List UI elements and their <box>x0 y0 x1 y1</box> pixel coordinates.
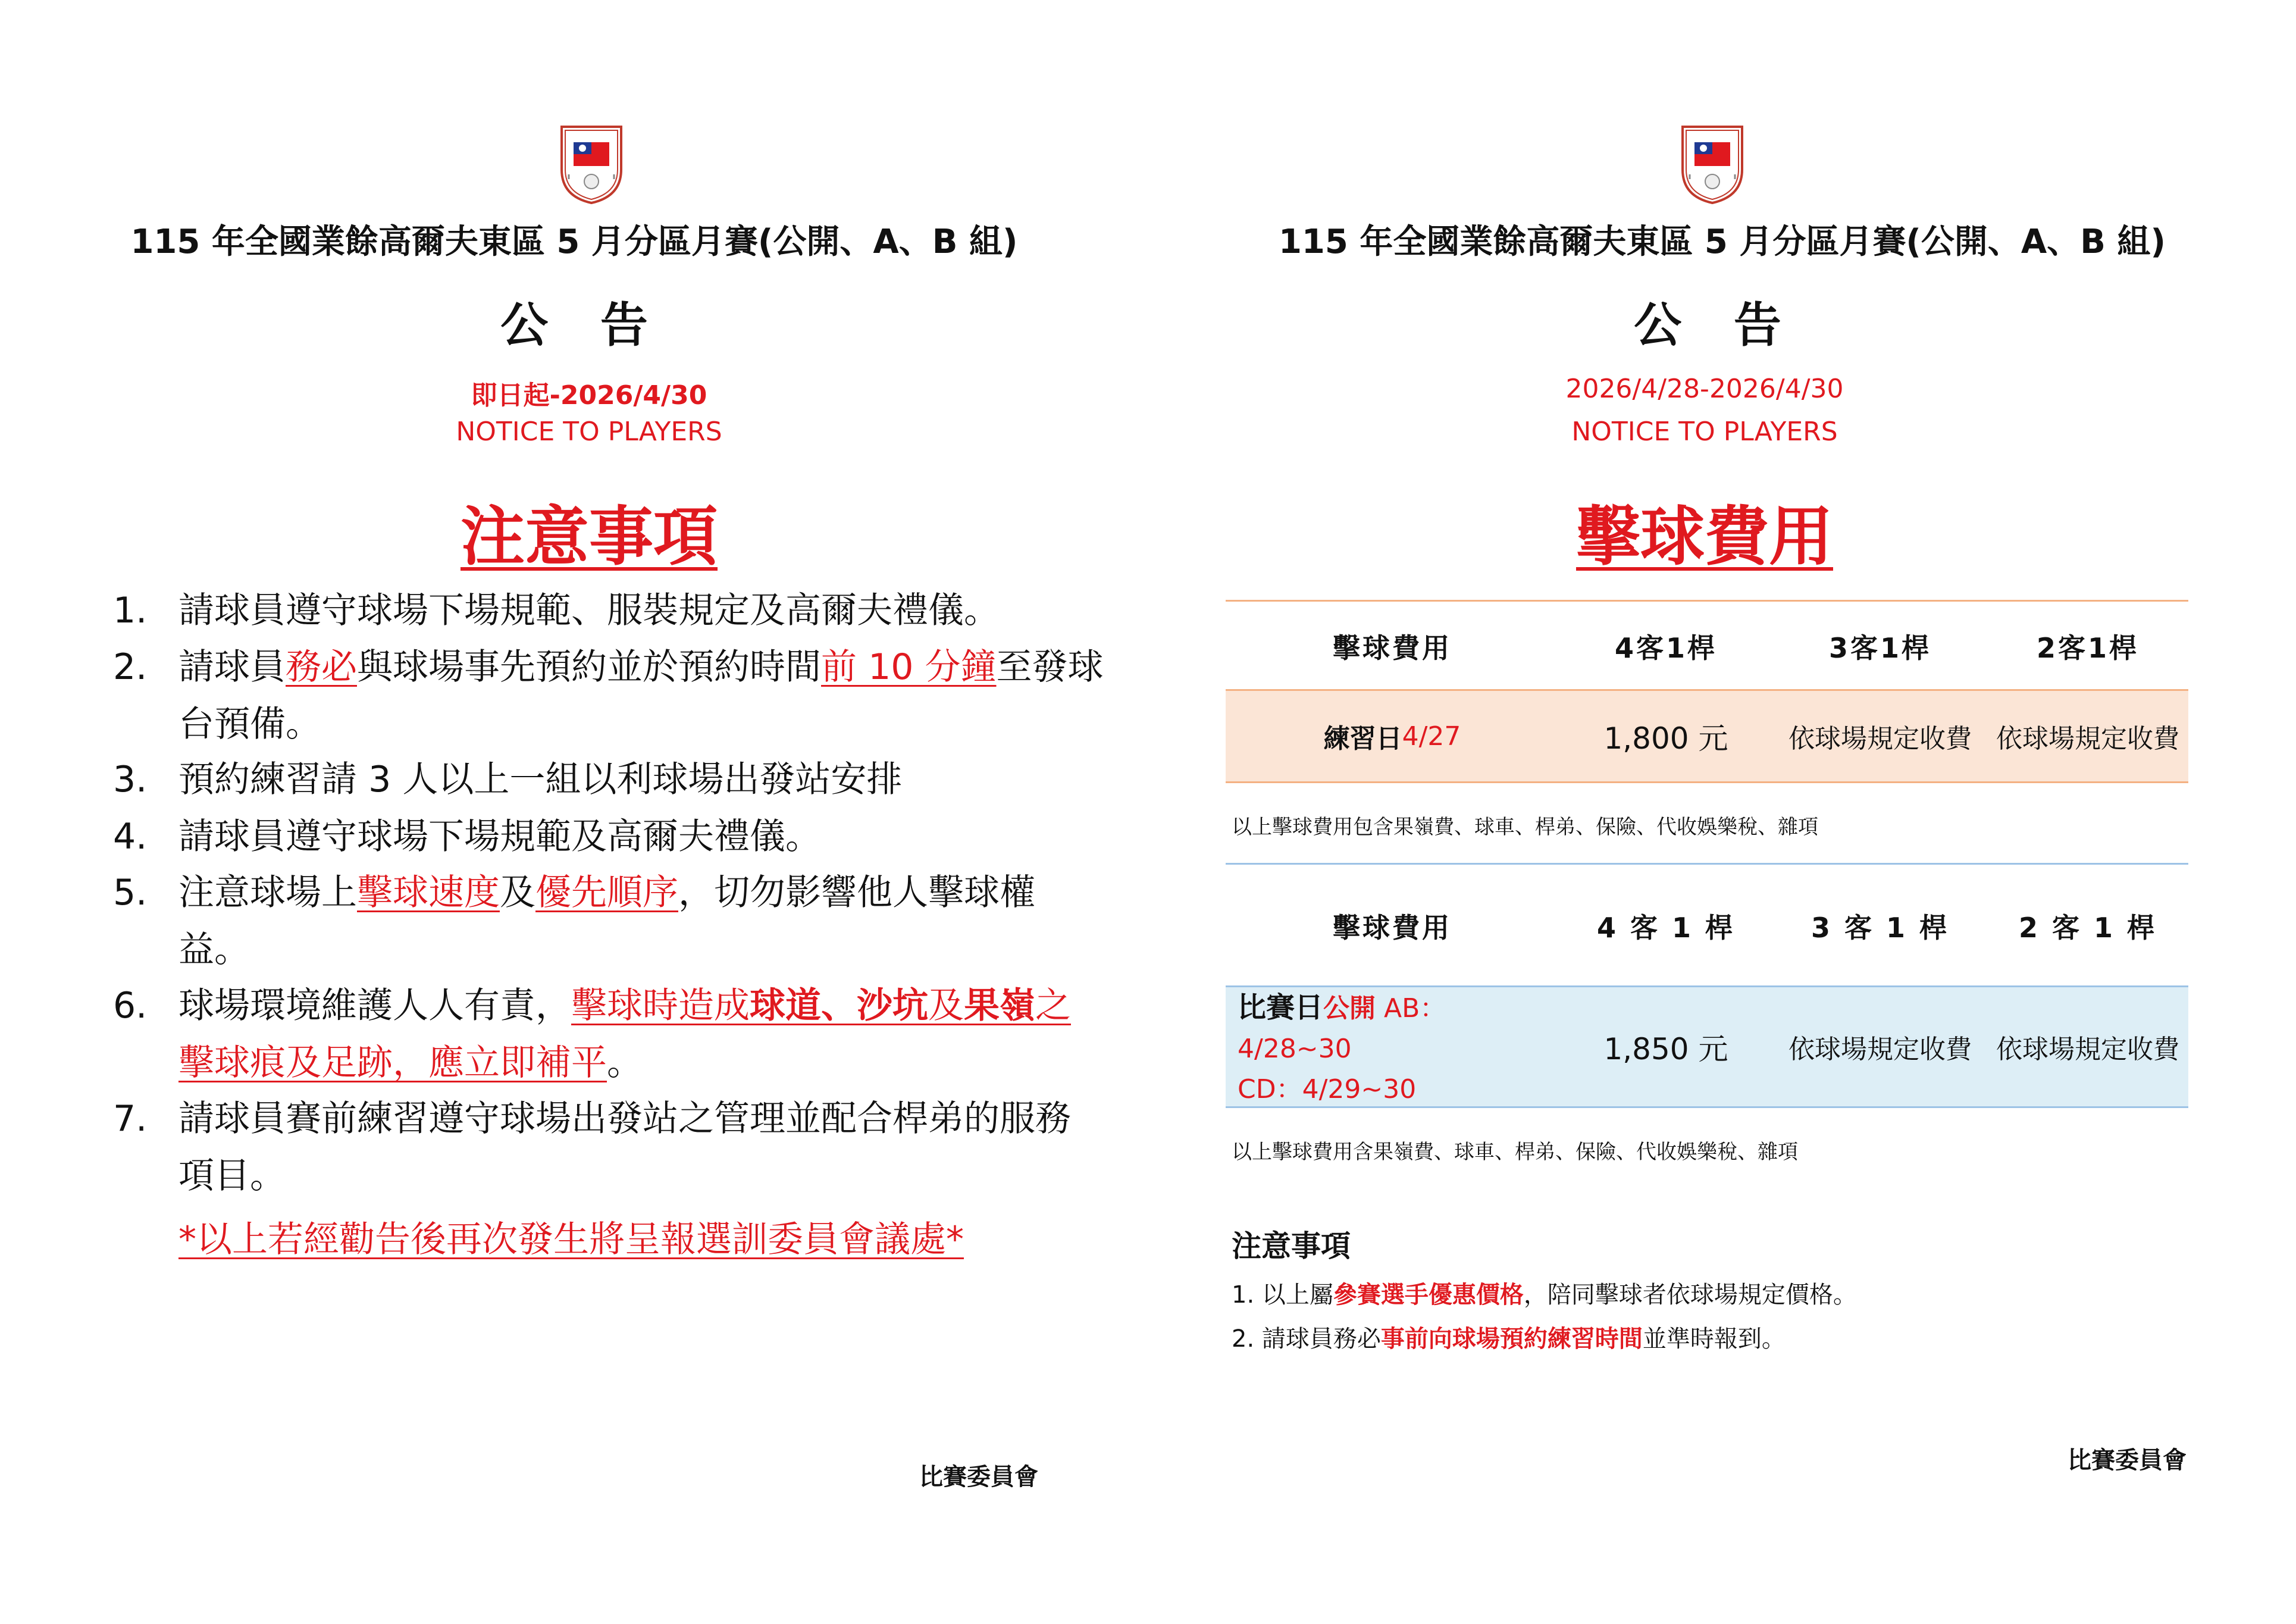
open-group: 公開 <box>1323 993 1376 1024</box>
date-range: 2026/4/28-2026/4/30 <box>1565 374 1844 404</box>
notice-to-players: NOTICE TO PLAYERS <box>1571 417 1838 447</box>
fee-2-players: 依球場規定收費 <box>1996 1034 2179 1065</box>
row-label: 比賽日公開 AB：4/28~30 CD：4/29~30 <box>1226 987 1559 1106</box>
notes-heading: 注意事項 <box>1232 1229 1351 1263</box>
list-text: 注意球場上擊球速度及優先順序，切勿影響他人擊球權益。 <box>178 872 1035 971</box>
emphasis-must: 務必 <box>286 646 357 688</box>
fee-table-2-note: 以上擊球費用含果嶺費、球車、桿弟、保險、代收娛樂稅、雜項 <box>1232 1140 1798 1164</box>
list-number: 2. <box>113 646 148 688</box>
list-text: 請球員務必與球場事先預約並於預約時間前 10 分鐘至發球台預備。 <box>178 646 1104 745</box>
row-label: 練習日 4/27 <box>1323 721 1461 754</box>
fee-table-1-note: 以上擊球費用包含果嶺費、球車、桿弟、保險、代收娛樂稅、雜項 <box>1232 815 1818 839</box>
list-number: 1. <box>113 590 148 631</box>
list-number: 5. <box>113 872 148 913</box>
list-number: 6. <box>113 985 148 1027</box>
note-item-1: 1. 以上屬參賽選手優惠價格，陪同擊球者依球場規定價格。 <box>1232 1281 1857 1309</box>
header-cell: 4客1桿 <box>1614 632 1717 664</box>
header-cell: 3 客 1 桿 <box>1811 912 1950 944</box>
list-text: 請球員遵守球場下場規範及高爾夫禮儀。 <box>178 816 821 858</box>
list-number: 3. <box>113 759 148 800</box>
emphasis-priority: 優先順序 <box>535 872 678 913</box>
header-cell: 擊球費用 <box>1333 632 1452 664</box>
ab-date: AB：4/28~30 <box>1238 993 1446 1064</box>
emphasis-10min: 前 10 分鐘 <box>821 646 997 688</box>
garoc-logo <box>556 122 627 205</box>
emphasis-speed: 擊球速度 <box>357 872 500 913</box>
notice-title: 公 告 <box>500 298 666 353</box>
fee-4-players: 1,800 元 <box>1603 721 1728 756</box>
header-cell: 4 客 1 桿 <box>1596 912 1736 944</box>
section-heading: 擊球費用 <box>1575 500 1833 574</box>
garoc-logo <box>1677 122 1748 205</box>
fee-4-players: 1,850 元 <box>1603 1032 1728 1066</box>
list-text: 請球員遵守球場下場規範、服裝規定及高爾夫禮儀。 <box>178 590 1000 631</box>
garoc-emblem-icon <box>1677 122 1748 205</box>
member-price: 參賽選手優惠價格 <box>1333 1281 1524 1309</box>
header-cell: 擊球費用 <box>1333 912 1452 944</box>
header-cell: 2客1桿 <box>2036 632 2139 664</box>
committee-signature: 比賽委員會 <box>919 1463 1038 1491</box>
right-page <box>1148 0 2296 1624</box>
fee-table-1-header <box>1226 600 2188 691</box>
header-cell: 3客1桿 <box>1828 632 1931 664</box>
committee-signature: 比賽委員會 <box>2068 1447 2187 1474</box>
fee-table-1-row <box>1226 689 2188 783</box>
event-title: 115 年全國業餘高爾夫東區 5 月分區月賽(公開、A、B 組) <box>130 223 1018 261</box>
book-in-advance: 事前向球場預約練習時間 <box>1380 1325 1643 1353</box>
event-title: 115 年全國業餘高爾夫東區 5 月分區月賽(公開、A、B 組) <box>1278 223 2166 261</box>
list-number: 7. <box>113 1098 148 1140</box>
fee-table-2-header <box>1226 863 2188 987</box>
list-number: 4. <box>113 816 148 858</box>
header-cell: 2 客 1 桿 <box>2018 912 2157 944</box>
list-text: 球場環境維護人人有責，擊球時造成球道、沙坑及果嶺之擊球痕及足跡，應立即補平。 <box>178 985 1071 1084</box>
practice-date: 4/27 <box>1402 721 1461 752</box>
fee-2-players: 依球場規定收費 <box>1996 724 2179 754</box>
date-range-prefix: 即日起-2026/4/30 <box>471 380 707 411</box>
notice-to-players: NOTICE TO PLAYERS <box>456 417 722 447</box>
cd-date: CD：4/29~30 <box>1238 1074 1417 1104</box>
note-item-2: 2. 請球員務必事前向球場預約練習時間並準時報到。 <box>1232 1325 1786 1353</box>
section-heading: 注意事項 <box>460 500 718 574</box>
notice-title: 公 告 <box>1634 298 1799 353</box>
garoc-emblem-icon <box>556 122 627 205</box>
list-text: 請球員賽前練習遵守球場出發站之管理並配合桿弟的服務項目。 <box>178 1098 1071 1197</box>
emphasis-repair: 擊球時造成球道、沙坑及果嶺之擊球痕及足跡，應立即補平 <box>178 985 1071 1084</box>
fee-3-players: 依球場規定收費 <box>1788 724 1972 754</box>
date-range <box>0 374 1178 412</box>
fee-table-2-row <box>1226 985 2188 1108</box>
list-text: 預約練習請 3 人以上一組以利球場出發站安排 <box>178 759 903 800</box>
warning-footnote: *以上若經勸告後再次發生將呈報選訓委員會議處* <box>178 1219 964 1260</box>
fee-3-players: 依球場規定收費 <box>1788 1034 1972 1065</box>
